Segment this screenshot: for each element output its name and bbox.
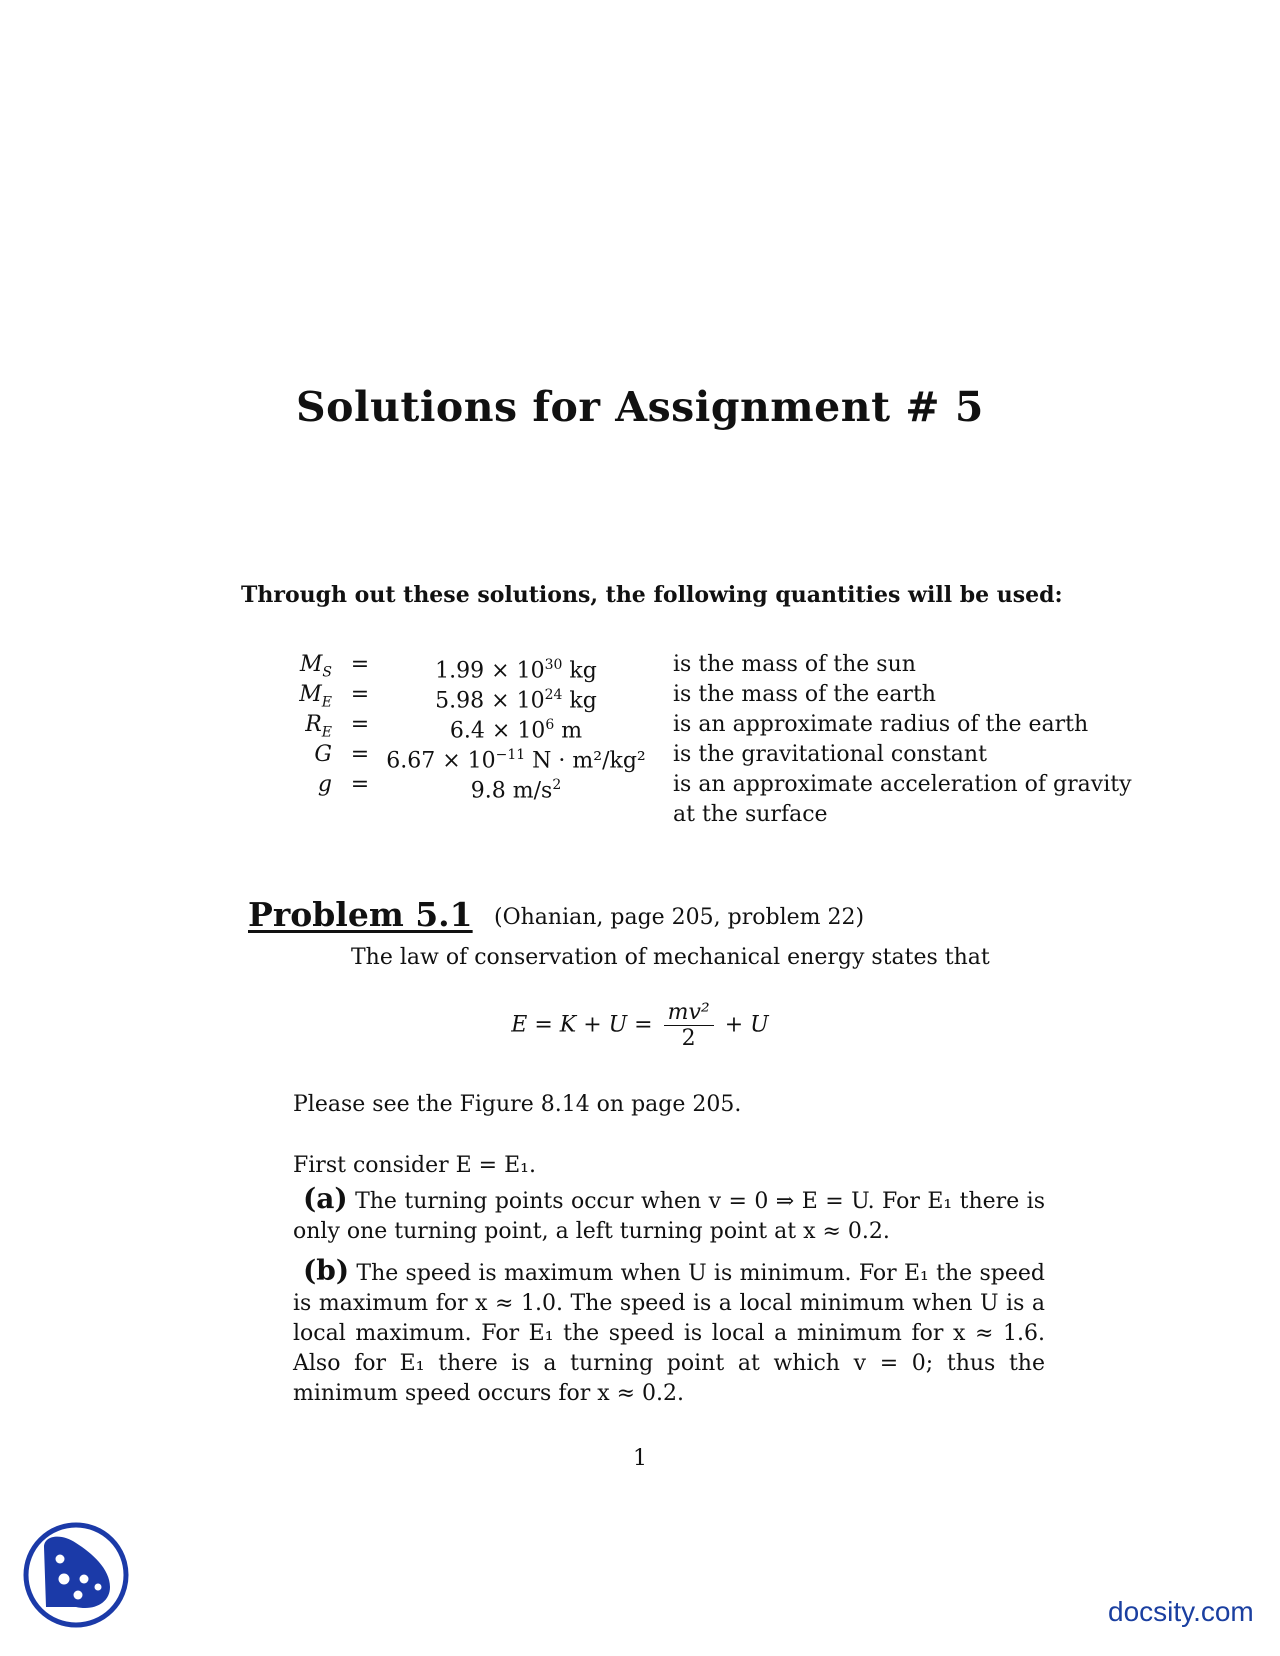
part-a [293,1184,1045,1247]
problem-intro-line: The law of conservation of mechanical energy states that [351,945,990,970]
part-b-label: (b) [303,1254,350,1287]
quantity-equals: = [350,772,370,797]
equation-left: E = K + U = [511,1012,653,1038]
quantity-symbol: $M_E$ [299,682,332,711]
fraction-numerator: mv² [664,1000,714,1026]
see-figure-text: Please see the Figure 8.14 on page 205. [293,1092,742,1117]
problem-heading: Problem 5.1 [248,895,473,934]
problem-source: (Ohanian, page 205, problem 22) [494,905,865,930]
quantity-description: is an approximate radius of the earth [673,712,1089,737]
quantity-value: $6.4 \times 10^6$ m [449,717,583,744]
quantity-equals: = [350,652,370,677]
page-number: 1 [633,1446,647,1471]
docsity-logo-icon [22,1521,130,1629]
quantity-description: is the mass of the sun [673,652,916,677]
quantity-description: is the gravitational constant [673,742,987,767]
part-b-text: The speed is maximum when U is minimum. For E₁ the speed is maximum for x ≈ 1.0. The speed is a local minimum when U is a local maximum. For E₁ the speed is local a minimum for x ≈ 1.6. Also for E₁ there is a turning point at which v = 0; thus the minimum speed occurs for x ≈ 0.2. [293,1261,1045,1406]
energy-equation [0,1000,1280,1051]
quantity-symbol: g [317,772,332,797]
quantity-description: is an approximate acceleration of gravity [673,772,1132,797]
first-consider-text: First consider E = E₁. [293,1153,536,1178]
quantity-value: $5.98 \times 10^{24}$ kg [435,687,597,714]
quantity-symbol: G [314,742,332,767]
part-a-text: The turning points occur when v = 0 ⇒ E = U. For E₁ there is only one turning point, a left turning point at x ≈ 0.2. [293,1189,1045,1244]
docsity-brand-text[interactable]: docsity.com [1108,1596,1254,1627]
equation-right: + U [724,1012,769,1038]
quantity-equals: = [350,742,370,767]
quantity-description-continued: at the surface [673,802,828,827]
fraction-denominator: 2 [681,1026,696,1051]
quantity-value: $1.99 \times 10^{30}$ kg [435,657,597,684]
part-b [293,1256,1045,1409]
quantity-equals: = [350,712,370,737]
quantity-symbol: $M_S$ [299,652,332,681]
quantity-value: $6.67 \times 10^{-11}$ N · m²/kg² [386,747,646,774]
quantity-equals: = [350,682,370,707]
equation-fraction [664,1000,714,1051]
quantity-description: is the mass of the earth [673,682,936,707]
intro-text: Through out these solutions, the following quantities will be used: [241,582,1063,608]
part-a-label: (a) [303,1182,348,1215]
quantity-symbol: $R_E$ [305,712,332,741]
page-title: Solutions for Assignment # 5 [296,383,984,431]
quantity-value: 9.8 $m/s^2$ [470,777,562,804]
